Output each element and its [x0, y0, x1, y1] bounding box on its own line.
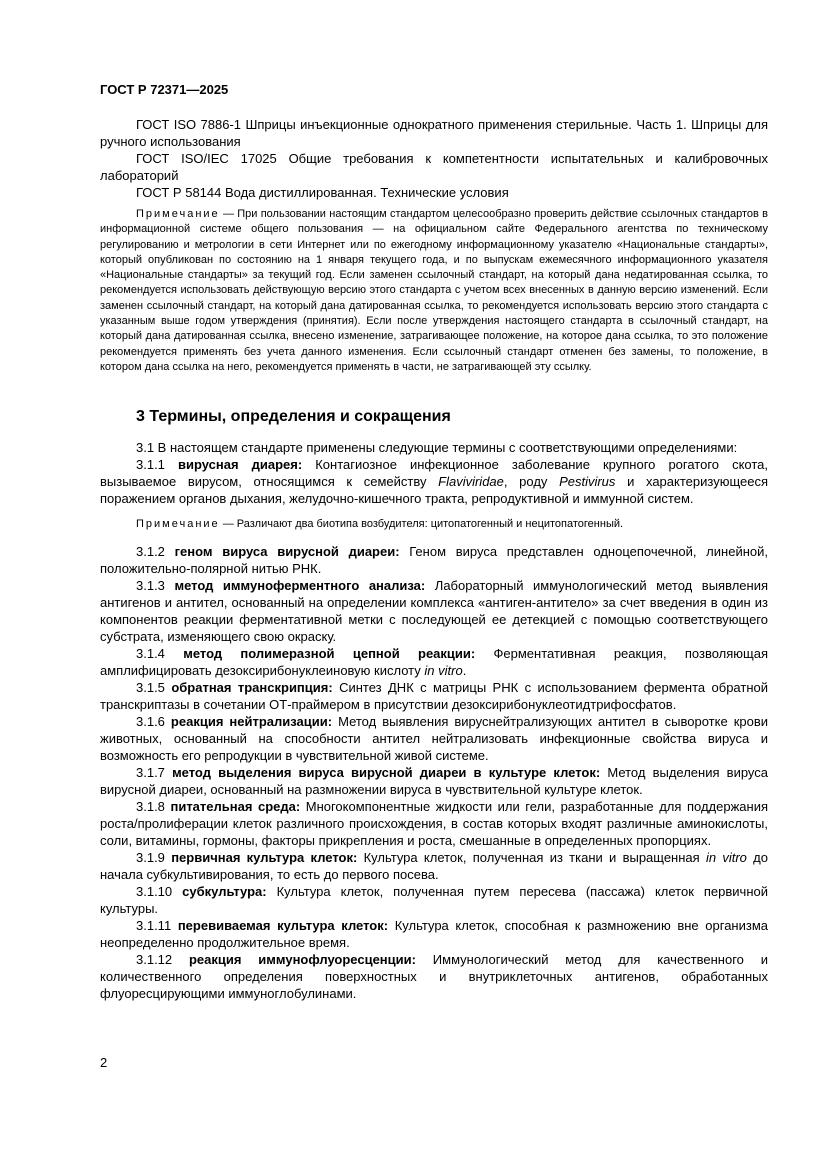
- note-references: Примечание — При пользовании настоящим стандартом целесообразно проверить действие ссылочных стандартов в информационной системе общего пользования — на официальном сайте Федерального агентства по техническому регулированию и метрологии в сети Интернет или по ежегодному информационному указателю «Национальные стандарты», который опубликован по состоянию на 1 января текущего года, и по выпускам ежемесячного информационного указателя «Национальные стандарты» за текущий год. Если заменен ссылочный стандарт, на который дана недатированная ссылка, то рекомендуется использовать действующую версию этого стандарта с учетом всех внесенных в данную версию изменений. Если заменен ссылочный стандарт, на который дана датированная ссылка, то рекомендуется использовать версию этого стандарта с указанным выше годом утверждения (принятия). Если после утверждения настоящего стандарта в ссылочный стандарт, на который дана датированная ссылка, внесено изменение, затрагивающее положение, на которое дана ссылка, то это положение рекомендуется применять без учета данного изменения. Если ссылочный стандарт отменен без замены, то положение, в котором дана ссылка на него, рекомендуется применять в части, не затрагивающей эту ссылку.: [100, 208, 768, 373]
- reference-item: ГОСТ Р 58144 Вода дистиллированная. Технические условия: [136, 185, 509, 200]
- term-definition: 3.1.10 субкультура: Культура клеток, полученная путем пересева (пассажа) клеток первичной культуры.: [100, 883, 768, 916]
- note-text: Различают два биотипа возбудителя: цитопатогенный и нецитопатогенный.: [236, 518, 624, 531]
- term: обратная транскрипция:: [171, 679, 333, 695]
- term-definition: 3.1.11 перевиваемая культура клеток: Культура клеток, способная к размножению вне организма неопределенно продолжительное время.: [100, 917, 769, 950]
- term-definition: 3.1.6 реакция нейтрализации: Метод выявления вируснейтрализующих антител в сыворотке крови животных, основанный на способности антител нейтрализовать инфекционные свойства вируса и возможность его репродукции в чувствительной живой системе.: [100, 713, 769, 763]
- term: субкультура:: [182, 883, 267, 899]
- note-text: При пользовании настоящим стандартом целесообразно проверить действие ссылочных стандартов в информационной системе общего пользования — на официальном сайте Федерального агентства по техническому регулированию и метрологии в сети Интернет или по ежегодному информационному указателю «Национальные стандарты», который опубликован по состоянию на 1 января текущего года, и по выпускам ежемесячного информационного указателя «Национальные стандарты» за текущий год. Если заменен ссылочный стандарт, на который дана недатированная ссылка, то рекомендуется использовать действующую версию этого стандарта с учетом всех внесенных в данную версию изменений. Если заменен ссылочный стандарт, на который дана датированная ссылка, то рекомендуется использовать версию этого стандарта с указанным выше годом утверждения (принятия). Если после утверждения настоящего стандарта в ссылочный стандарт, на который дана датированная ссылка, внесено изменение, затрагивающее положение, на которое дана ссылка, то это положение рекомендуется применять без учета данного изменения. Если ссылочный стандарт отменен без замены, то положение, в котором дана ссылка на него, рекомендуется применять в части, не затрагивающей эту ссылку.: [100, 208, 768, 373]
- page-body: [100, 116, 768, 1002]
- term-definition: 3.1.8 питательная среда: Многокомпонентные жидкости или гели, разработанные для поддержания роста/пролиферации клеток различного происхождения, в состав которых входят различные аминокислоты, соли, витамины, гормоны, факторы прикрепления и роста, смешанные в определенных пропорциях.: [100, 798, 768, 848]
- term: метод полимеразной цепной реакции:: [183, 645, 476, 661]
- term-definition: 3.1.3 метод иммуноферментного анализа: Лабораторный иммунологический метод выявления антигенов и антител, основанный на определении комплекса «антиген-антитело» за счет введения в один из компонентов реакции ферментативной метки с последующей ее детекцией с помощью соответствующего субстрата, изменяющего свою окраску.: [100, 577, 768, 644]
- term: реакция нейтрализации:: [170, 713, 333, 729]
- term: реакция иммунофлуоресценции:: [188, 951, 416, 967]
- reference-item: ГОСТ ISO/IEC 17025 Общие требования к компетентности испытательных и калибровочных лабораторий: [100, 151, 768, 183]
- term: перевиваемая культура клеток:: [177, 917, 389, 933]
- section-heading: 3 Термины, определения и сокращения: [136, 408, 451, 426]
- term-definition: 3.1.7 метод выделения вируса вирусной диареи в культуре клеток: Метод выделения вируса вирусной диареи, основанный на размножении вируса в чувствительной культуре клеток.: [100, 764, 768, 797]
- page-number: 2: [100, 1055, 108, 1070]
- term-definition: 3.1.12 реакция иммунофлуоресценции: Иммунологический метод для качественного и количественного определения поверхностных и внутриклеточных антигенов, обработанных флуоресцирующими иммуноглобулинами.: [100, 951, 768, 1001]
- term: метод выделения вируса вирусной диареи в культуре клеток:: [172, 764, 601, 780]
- term-definition: 3.1.9 первичная культура клеток: Культура клеток, полученная из ткани и выращенная in vitro до начала субкультивирования, то есть до первого посева.: [100, 849, 768, 882]
- term: вирусная диарея:: [177, 457, 303, 473]
- document-code: ГОСТ Р 72371—2025: [100, 82, 229, 97]
- note-biotypes: Примечание — Различают два биотипа возбудителя: цитопатогенный и нецитопатогенный.: [136, 518, 624, 531]
- term-definition: 3.1.1 вирусная диарея: Контагиозное инфекционное заболевание крупного рогатого скота, вызываемое вирусом, относящимся к семейству Flaviviridae, роду Pestivirus и характеризующееся поражением органов дыхания, желудочно-кишечного тракта, репродуктивной и иммунной систем.: [100, 457, 769, 507]
- note-label: Примечание: [136, 208, 220, 220]
- term: геном вируса вирусной диареи:: [174, 543, 400, 559]
- note-label: Примечание: [136, 518, 220, 531]
- term: метод иммуноферментного анализа:: [174, 577, 426, 593]
- term: первичная культура клеток:: [171, 849, 358, 865]
- section-intro: 3.1 В настоящем стандарте применены следующие термины с соответствующими определениями:: [136, 440, 738, 456]
- term-definition: 3.1.2 геном вируса вирусной диареи: Геном вируса представлен одноцепочечной, линейной, положительно-полярной нитью РНК.: [100, 543, 768, 576]
- term-definition: 3.1.4 метод полимеразной цепной реакции: Ферментативная реакция, позволяющая амплифицировать дезоксирибонуклеиновую кислоту in vitro.: [100, 645, 768, 678]
- term-definition: 3.1.5 обратная транскрипция: Синтез ДНК с матрицы РНК с использованием фермента обратной транскриптазы в сочетании ОТ-праймером в присутствии дезоксирибонуклеотидтрифосфатов.: [100, 679, 768, 712]
- term: питательная среда:: [170, 798, 301, 814]
- reference-item: ГОСТ ISO 7886-1 Шприцы инъекционные однократного применения стерильные. Часть 1. Шприцы для ручного использования: [100, 117, 768, 149]
